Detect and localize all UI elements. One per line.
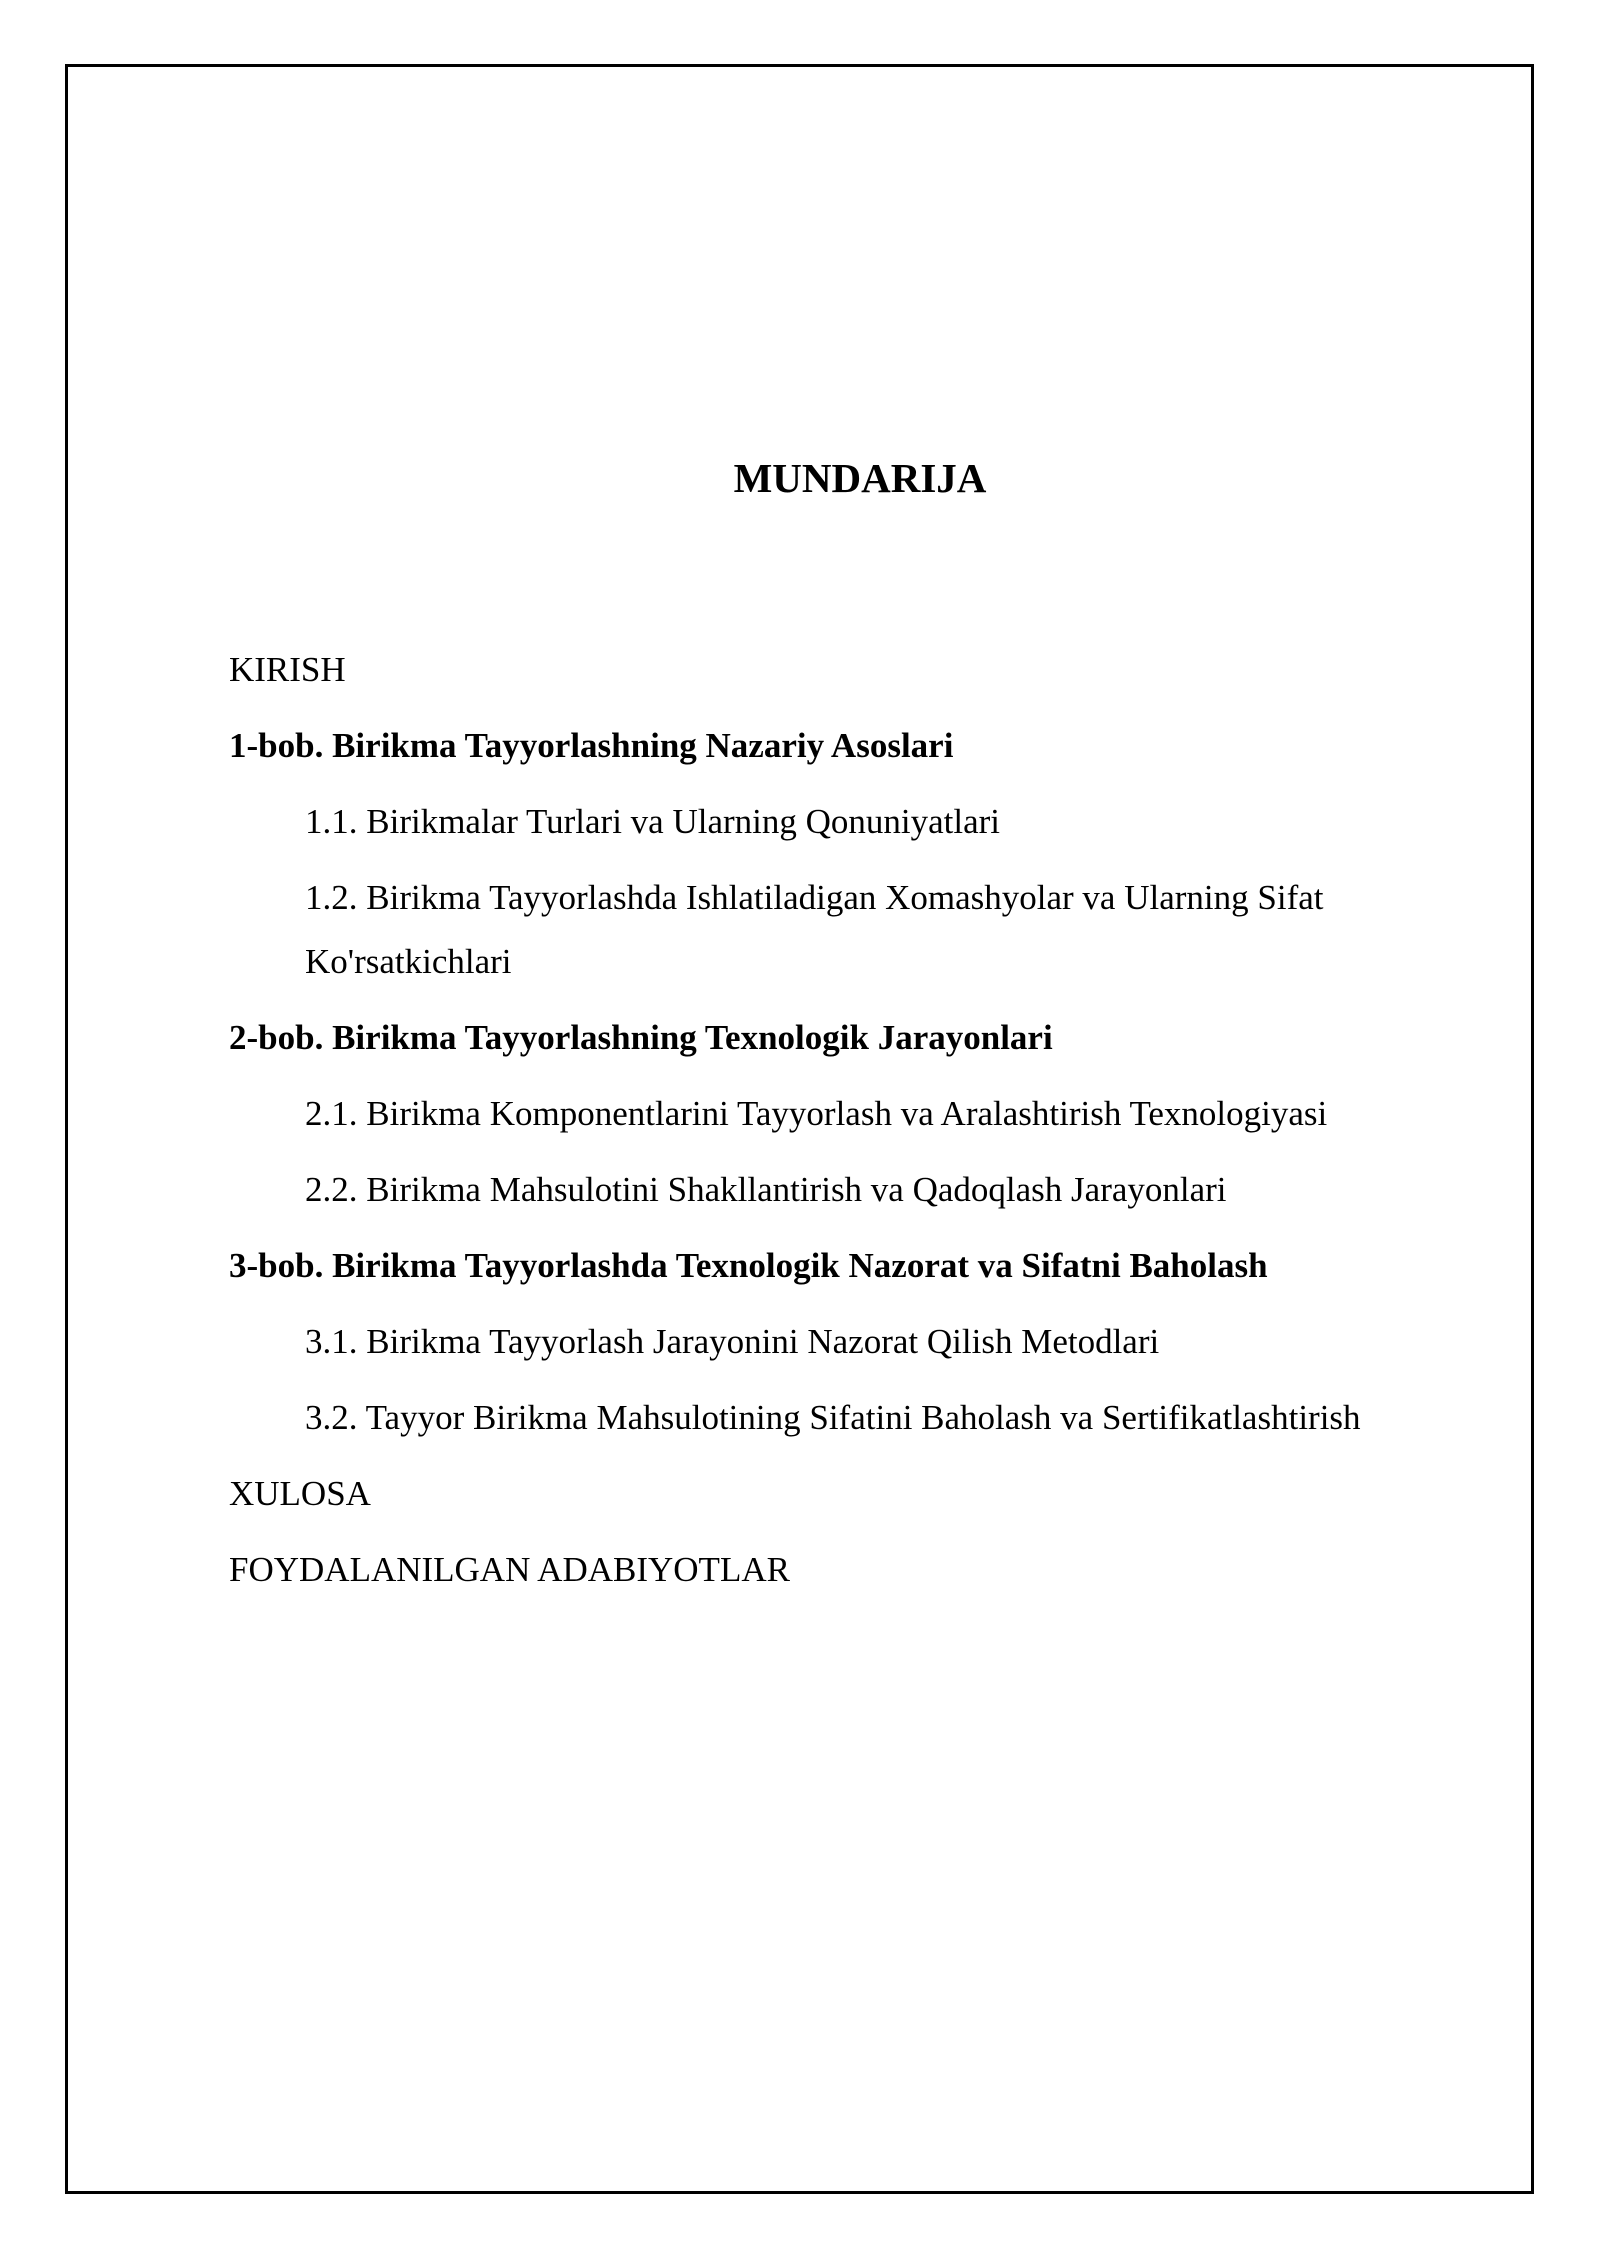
toc-chapter-1: 1-bob. Birikma Tayyorlashning Nazariy Asoslari: [229, 726, 954, 765]
toc-entry-conclusion: XULOSA: [229, 1474, 371, 1513]
toc-chapter-3: 3-bob. Birikma Tayyorlashda Texnologik Nazorat va Sifatni Baholash: [229, 1246, 1268, 1285]
table-of-contents: [229, 638, 1469, 1614]
toc-section-1-2: 1.2. Birikma Tayyorlashda Ishlatiladigan Xomashyolar va Ularning Sifat Ko'rsatkichlari: [305, 878, 1324, 981]
toc-section-2-1: 2.1. Birikma Komponentlarini Tayyorlash va Aralashtirish Texnologiyasi: [305, 1094, 1328, 1133]
toc-section-2-2: 2.2. Birikma Mahsulotini Shakllantirish va Qadoqlash Jarayonlari: [305, 1170, 1227, 1209]
toc-entry-references: FOYDALANILGAN ADABIYOTLAR: [229, 1550, 790, 1589]
toc-section-3-2: 3.2. Tayyor Birikma Mahsulotining Sifatini Baholash va Sertifikatlashtirish: [305, 1398, 1361, 1437]
toc-chapter-2: 2-bob. Birikma Tayyorlashning Texnologik Jarayonlari: [229, 1018, 1053, 1057]
toc-entry-intro: KIRISH: [229, 650, 346, 689]
toc-section-1-1: 1.1. Birikmalar Turlari va Ularning Qonuniyatlari: [305, 802, 1001, 841]
page-title: MUNDARIJA: [733, 455, 987, 501]
toc-section-3-1: 3.1. Birikma Tayyorlash Jarayonini Nazorat Qilish Metodlari: [305, 1322, 1160, 1361]
